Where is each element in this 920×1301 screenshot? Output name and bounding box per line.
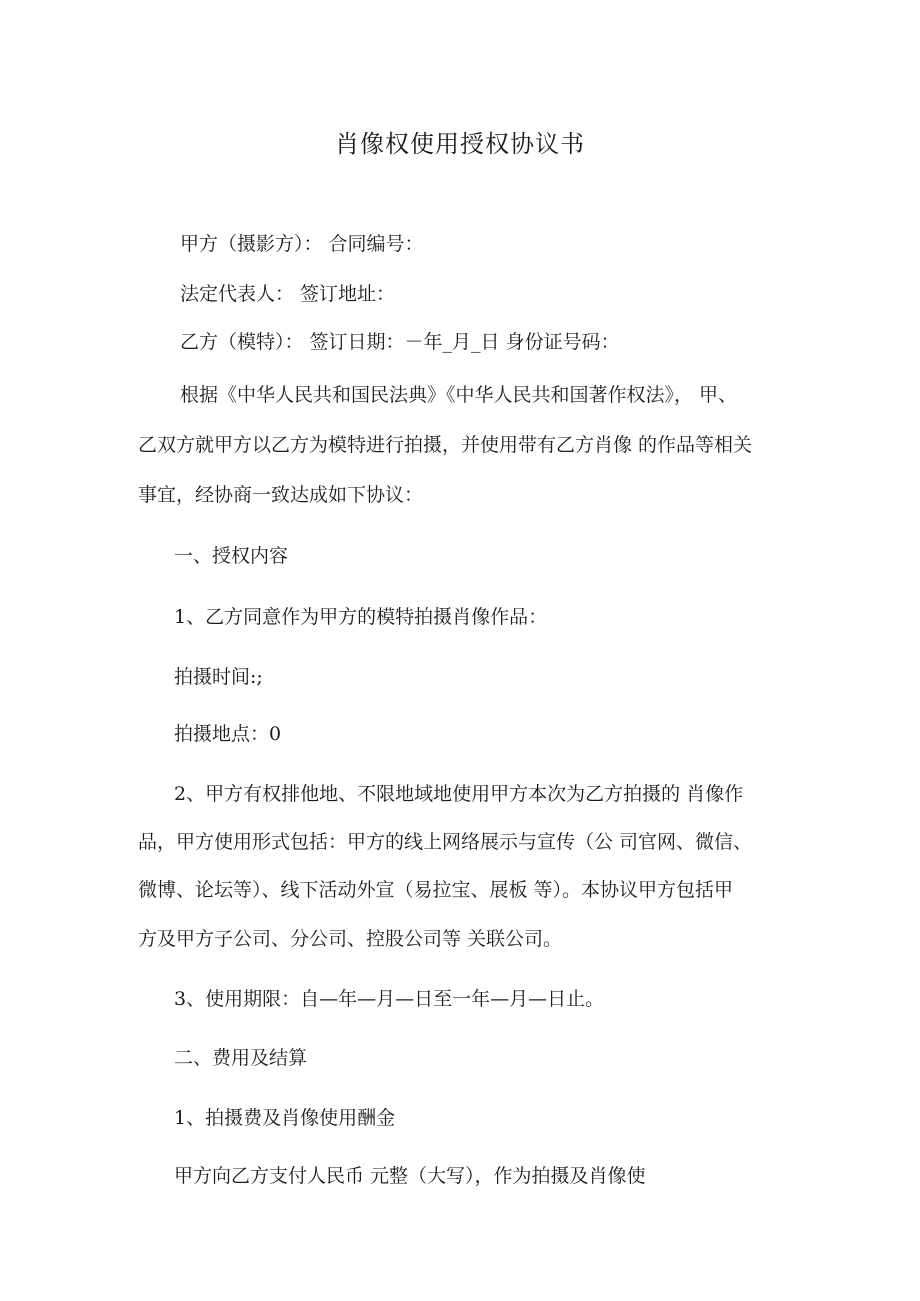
intro-line-3: 事宜，经协商一致达成如下协议： <box>138 484 424 506</box>
section1-item3: 3、使用期限：自—年—月—日至一年—月—日止。 <box>174 988 605 1010</box>
section1-item2-line-1: 2、甲方有权排他地、不限地域地使用甲方本次为乙方拍摄的 肖像作 <box>174 783 744 805</box>
intro-line-2: 乙双方就甲方以乙方为模特进行拍摄，并使用带有乙方肖像 的作品等相关 <box>138 434 753 456</box>
shoot-time-line: 拍摄时间:; <box>174 666 263 688</box>
document-title: 肖像权使用授权协议书 <box>335 130 585 158</box>
payment-line: 甲方向乙方支付人民币 元整（大写），作为拍摄及肖像使 <box>174 1165 646 1187</box>
section1-item2-line-4: 方及甲方子公司、分公司、控股公司等 关联公司。 <box>138 928 563 950</box>
intro-line-1: 根据《中华人民共和国民法典》《中华人民共和国著作权法》， 甲、 <box>180 384 738 406</box>
section1-item2-line-2: 品，甲方使用形式包括：甲方的线上网络展示与宣传（公 司官网、微信、 <box>138 831 753 853</box>
section1-item2-line-3: 微博、论坛等）、线下活动外宣（易拉宝、展板 等）。本协议甲方包括甲 <box>138 879 734 901</box>
shoot-place-line: 拍摄地点：0 <box>174 723 282 745</box>
section2-heading: 二、费用及结算 <box>174 1047 308 1069</box>
legal-rep-line: 法定代表人： 签订地址： <box>180 283 396 305</box>
party-a-line: 甲方（摄影方）： 合同编号： <box>180 233 424 255</box>
party-b-line: 乙方（模特）： 签订日期：－年_月_日 身份证号码： <box>180 331 620 353</box>
section1-item1: 1、乙方同意作为甲方的模特拍摄肖像作品： <box>174 606 548 628</box>
section1-heading: 一、授权内容 <box>174 545 289 567</box>
section2-item1: 1、拍摄费及肖像使用酬金 <box>174 1107 396 1129</box>
